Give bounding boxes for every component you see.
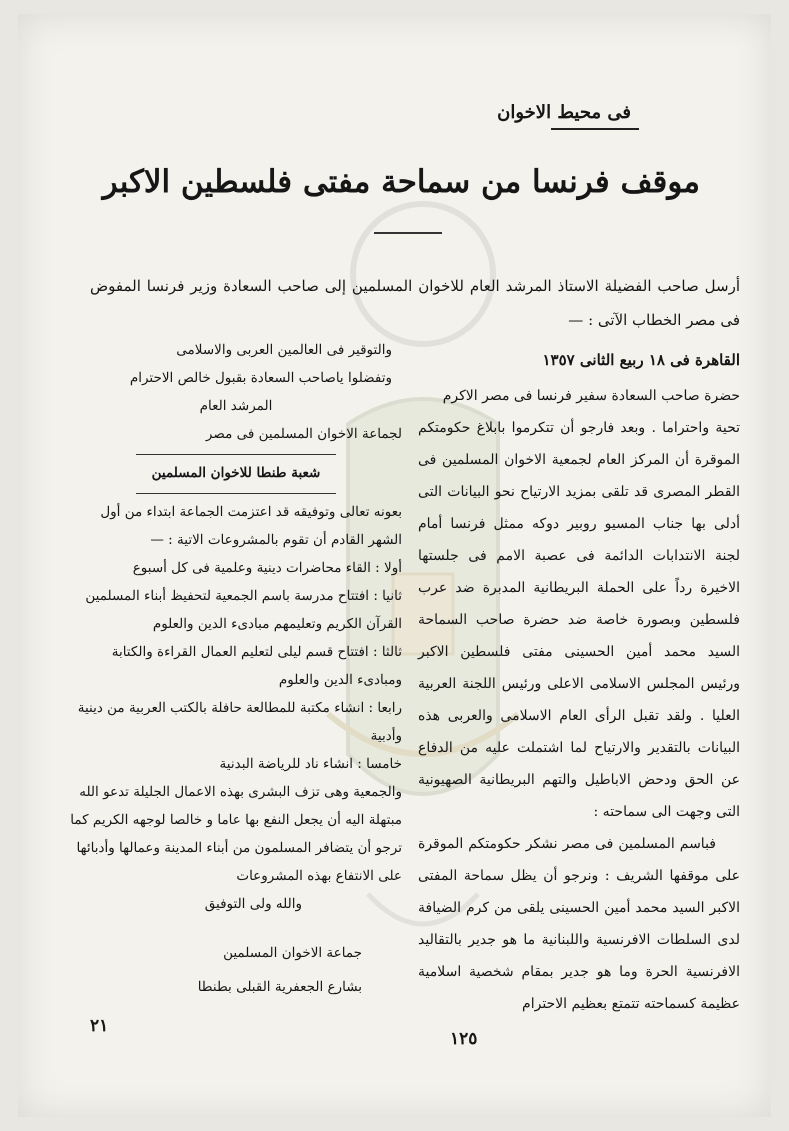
letter-date: القاهرة فى ١٨ ربيع الثانى ١٣٥٧ [542, 351, 740, 369]
letter-paragraph: تحية واحتراما . وبعد فارجو أن تتكرموا بابلاغ حكومتكم الموقرة أن المركز العام لجمعية الاخوان المسلمين فى القطر المصرى قد تلقى بمزيد الارتياح نحو البيانات التى أدلى بها جناب المسيو روبير دوكه ممثل فرنسا أمام لجنة الانتدابات الدائمة فى عصبة الامم فى جلستها الاخيرة رداً على الحملة البريطانية المدبرة ضد عرب فلسطين وبصورة خاصة ضد حضرة صاحب السماحة السيد محمد أمين الحسينى مفتى فلسطين الاكبر ورئيس المجلس الاسلامى الاعلى ورئيس اللجنة العربية العليا . ولقد تقبل الرأى العام الاسلامى والعربى هذه البيانات بالتقدير والارتياح لما اشتملت عليه من الدفاع عن الحق ودحض الاباطيل والتهم البريطانية الصهيونية التى وجهت الى سماحته : [418, 420, 740, 820]
branch-signature-line: جماعة الاخوان المسلمين [223, 945, 362, 961]
section-divider [136, 493, 336, 494]
left-column [70, 336, 402, 1004]
intro-paragraph: أرسل صاحب الفضيلة الاستاذ المرشد العام للاخوان المسلمين إلى صاحب السعادة وزير فرنسا المفوض فى مصر الخطاب الآتى : — [90, 277, 740, 329]
letter-salutation: حضرة صاحب السعادة سفير فرنسا فى مصر الاكرم [442, 388, 740, 404]
project-item: أولا : القاء محاضرات دينية وعلمية فى كل أسبوع [132, 560, 402, 576]
letter-closing-line: وتفضلوا ياصاحب السعادة بقبول خالص الاحترام [129, 370, 392, 386]
section-label: فى محيط الاخوان [497, 102, 631, 123]
scanned-page [18, 14, 771, 1117]
project-item: خامسا : انشاء ناد للرياضة البدنية [219, 756, 402, 772]
branch-opening: بعونه تعالى وتوفيقه قد اعتزمت الجماعة ابتداء من أول الشهر القادم أن تقوم بالمشروعات الاتية : — [100, 504, 402, 548]
section-label-underline [551, 128, 639, 130]
page-number: ١٢٥ [450, 1029, 478, 1049]
project-item: ثالثا : افتتاح قسم ليلى لتعليم العمال القراءة والكتابة ومبادىء الدين والعلوم [111, 644, 402, 688]
signature-title: المرشد العام [199, 398, 273, 414]
signature-organization: لجماعة الاخوان المسلمين فى مصر [205, 426, 402, 442]
branch-closing-paragraph: والجمعية وهى تزف البشرى بهذه الاعمال الجليلة تدعو الله مبتهلة اليه أن يجعل النفع بها عاما و خالصا لوجهه الكريم كما ترجو أن يتضافر المسلمون من أبناء المدينة وعمالها وأدبائها على الانتفاع بهذه المشروعات [70, 784, 402, 884]
article-title: موقف فرنسا من سماحة مفتى فلسطين الاكبر [102, 164, 700, 200]
title-divider [374, 232, 442, 234]
branch-heading: شعبة طنطا للاخوان المسلمين [151, 465, 321, 481]
branch-closing-line: والله ولى التوفيق [204, 896, 302, 912]
letter-paragraph: فباسم المسلمين فى مصر نشكر حكومتكم الموقرة على موقفها الشريف : ونرجو أن يظل سماحة المفتى الاكبر السيد محمد أمين الحسينى يلقى من كرم الضيافة لدى السلطات الافرنسية واللبنانية ما هو جدير بالتقاليد الافرنسية الحرة وما هو جدير بمقام شخصية اسلامية عظيمة كسماحته تتمتع بعظيم الاحترام [418, 836, 740, 1012]
project-item: رابعا : انشاء مكتبة للمطالعة حافلة بالكتب العربية من دينية وأدبية [77, 700, 402, 744]
page-number-secondary: ٢١ [90, 1016, 109, 1036]
project-item: ثانيا : افتتاح مدرسة باسم الجمعية لتحفيظ أبناء المسلمين القرآن الكريم وتعليمهم مبادىء الدين والعلوم [85, 588, 402, 632]
letter-closing-line: والتوقير فى العالمين العربى والاسلامى [176, 342, 392, 358]
section-divider [136, 454, 336, 455]
branch-signature [70, 936, 402, 1004]
letter-column [418, 344, 740, 1020]
branch-signature-line: بشارع الجعفرية القبلى بطنطا [197, 979, 362, 995]
